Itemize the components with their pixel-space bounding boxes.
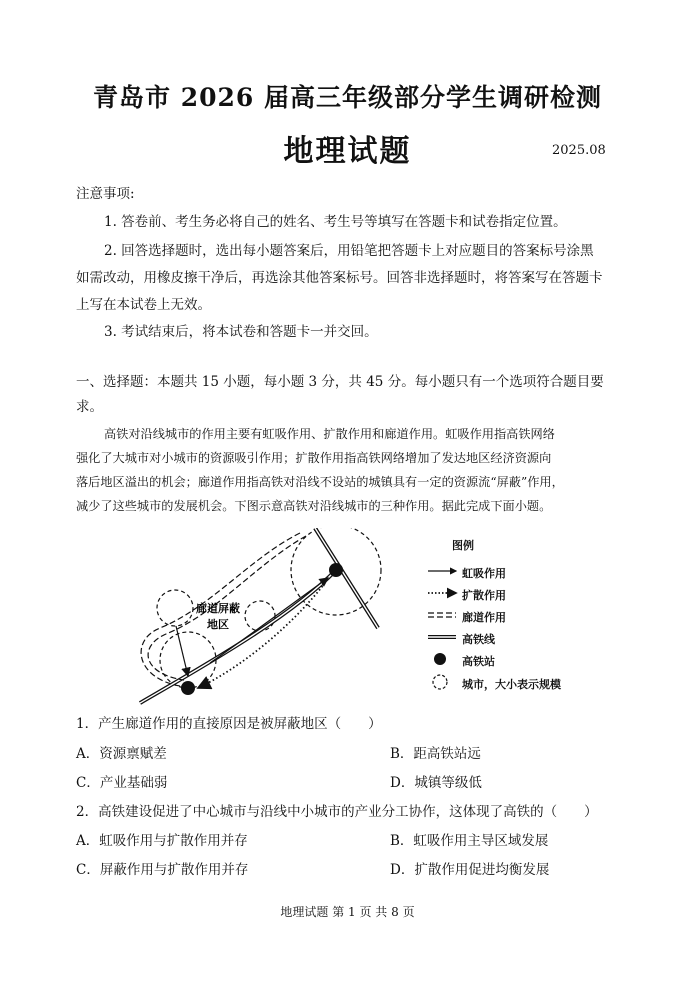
siphon-arrow bbox=[176, 626, 188, 676]
legend-station-icon bbox=[434, 653, 446, 665]
question-1-option-b: B．距高铁站远 bbox=[390, 746, 481, 762]
legend-symbols bbox=[426, 562, 460, 694]
passage-line-3: 落后地区溢出的机会；廊道作用指高铁对沿线不设站的城镇具有一定的资源流“屏蔽”作用， bbox=[76, 475, 564, 489]
notice-item-2-line-2: 如需改动，用橡皮擦干净后，再选涂其他答案标号。回答非选择题时，将答案写在答题卡 bbox=[76, 270, 603, 286]
notice-item-3: 3. 考试结束后，将本试卷和答题卡一并交回。 bbox=[104, 324, 378, 340]
legend-railway-label: 高铁线 bbox=[462, 633, 495, 646]
city-small-mid bbox=[245, 601, 275, 631]
legend-corridor-label: 廊道作用 bbox=[462, 611, 506, 624]
passage-line-1: 高铁对沿线城市的作用主要有虹吸作用、扩散作用和廊道作用。虹吸作用指高铁网络 bbox=[104, 427, 555, 441]
shielded-area-label-2: 地区 bbox=[207, 618, 229, 631]
page-footer: 地理试题 第 1 页 共 8 页 bbox=[280, 905, 415, 919]
legend-diffusion-label: 扩散作用 bbox=[462, 589, 506, 602]
city-sw bbox=[160, 632, 216, 688]
question-2-option-a: A．虹吸作用与扩散作用并存 bbox=[76, 833, 248, 849]
question-1-option-d: D．城镇等级低 bbox=[390, 775, 482, 791]
station-sw bbox=[181, 681, 195, 695]
notice-heading: 注意事项: bbox=[76, 186, 135, 202]
exam-title: 青岛市 2026 届高三年级部分学生调研检测 bbox=[93, 83, 602, 112]
question-1-option-c: C．产业基础弱 bbox=[76, 775, 168, 791]
legend-city-icon bbox=[433, 675, 447, 689]
question-2-option-b: B．虹吸作用主导区域发展 bbox=[390, 833, 549, 849]
city-small-left bbox=[157, 590, 193, 626]
legend-siphon-label: 虹吸作用 bbox=[462, 567, 506, 580]
legend-station-label: 高铁站 bbox=[462, 655, 495, 668]
question-2-stem: 2．高铁建设促进了中心城市与沿线中小城市的产业分工协作，这体现了高铁的（ ） bbox=[76, 804, 598, 820]
section-heading-line-2: 求。 bbox=[76, 399, 103, 415]
station-ne bbox=[329, 563, 343, 577]
passage-line-4: 减少了这些城市的发展机会。下图示意高铁对沿线城市的三种作用。据此完成下面小题。 bbox=[76, 499, 552, 513]
section-heading-line-1: 一、选择题：本题共 15 小题，每小题 3 分，共 45 分。每小题只有一个选项符合题目要 bbox=[76, 374, 604, 390]
notice-item-2-line-3: 上写在本试卷上无效。 bbox=[76, 297, 211, 313]
legend-city-label: 城市，大小表示规模 bbox=[462, 678, 561, 691]
subject-title: 地理试题 bbox=[283, 134, 412, 169]
passage-line-2: 强化了大城市对小城市的资源吸引作用；扩散作用指高铁网络增加了发达地区经济资源向 bbox=[76, 451, 552, 465]
question-1-stem: 1．产生廊道作用的直接原因是被屏蔽地区（ ） bbox=[76, 716, 382, 732]
shielded-area-label-1: 廊道屏蔽 bbox=[196, 602, 240, 615]
railway-effects-map bbox=[120, 528, 400, 708]
exam-date: 2025.08 bbox=[552, 143, 606, 158]
notice-item-2-line-1: 2. 回答选择题时，选出每小题答案后，用铅笔把答题卡上对应题目的答案标号涂黑 bbox=[104, 243, 594, 259]
question-1-option-a: A．资源禀赋差 bbox=[76, 746, 167, 762]
question-2-option-c: C．屏蔽作用与扩散作用并存 bbox=[76, 862, 249, 878]
railway-line-branch-inner bbox=[315, 528, 378, 628]
question-2-option-d: D．扩散作用促进均衡发展 bbox=[390, 862, 550, 878]
legend-title: 图例 bbox=[452, 539, 474, 552]
notice-item-1: 1. 答卷前、考生务必将自己的姓名、考生号等填写在答题卡和试卷指定位置。 bbox=[104, 214, 567, 230]
